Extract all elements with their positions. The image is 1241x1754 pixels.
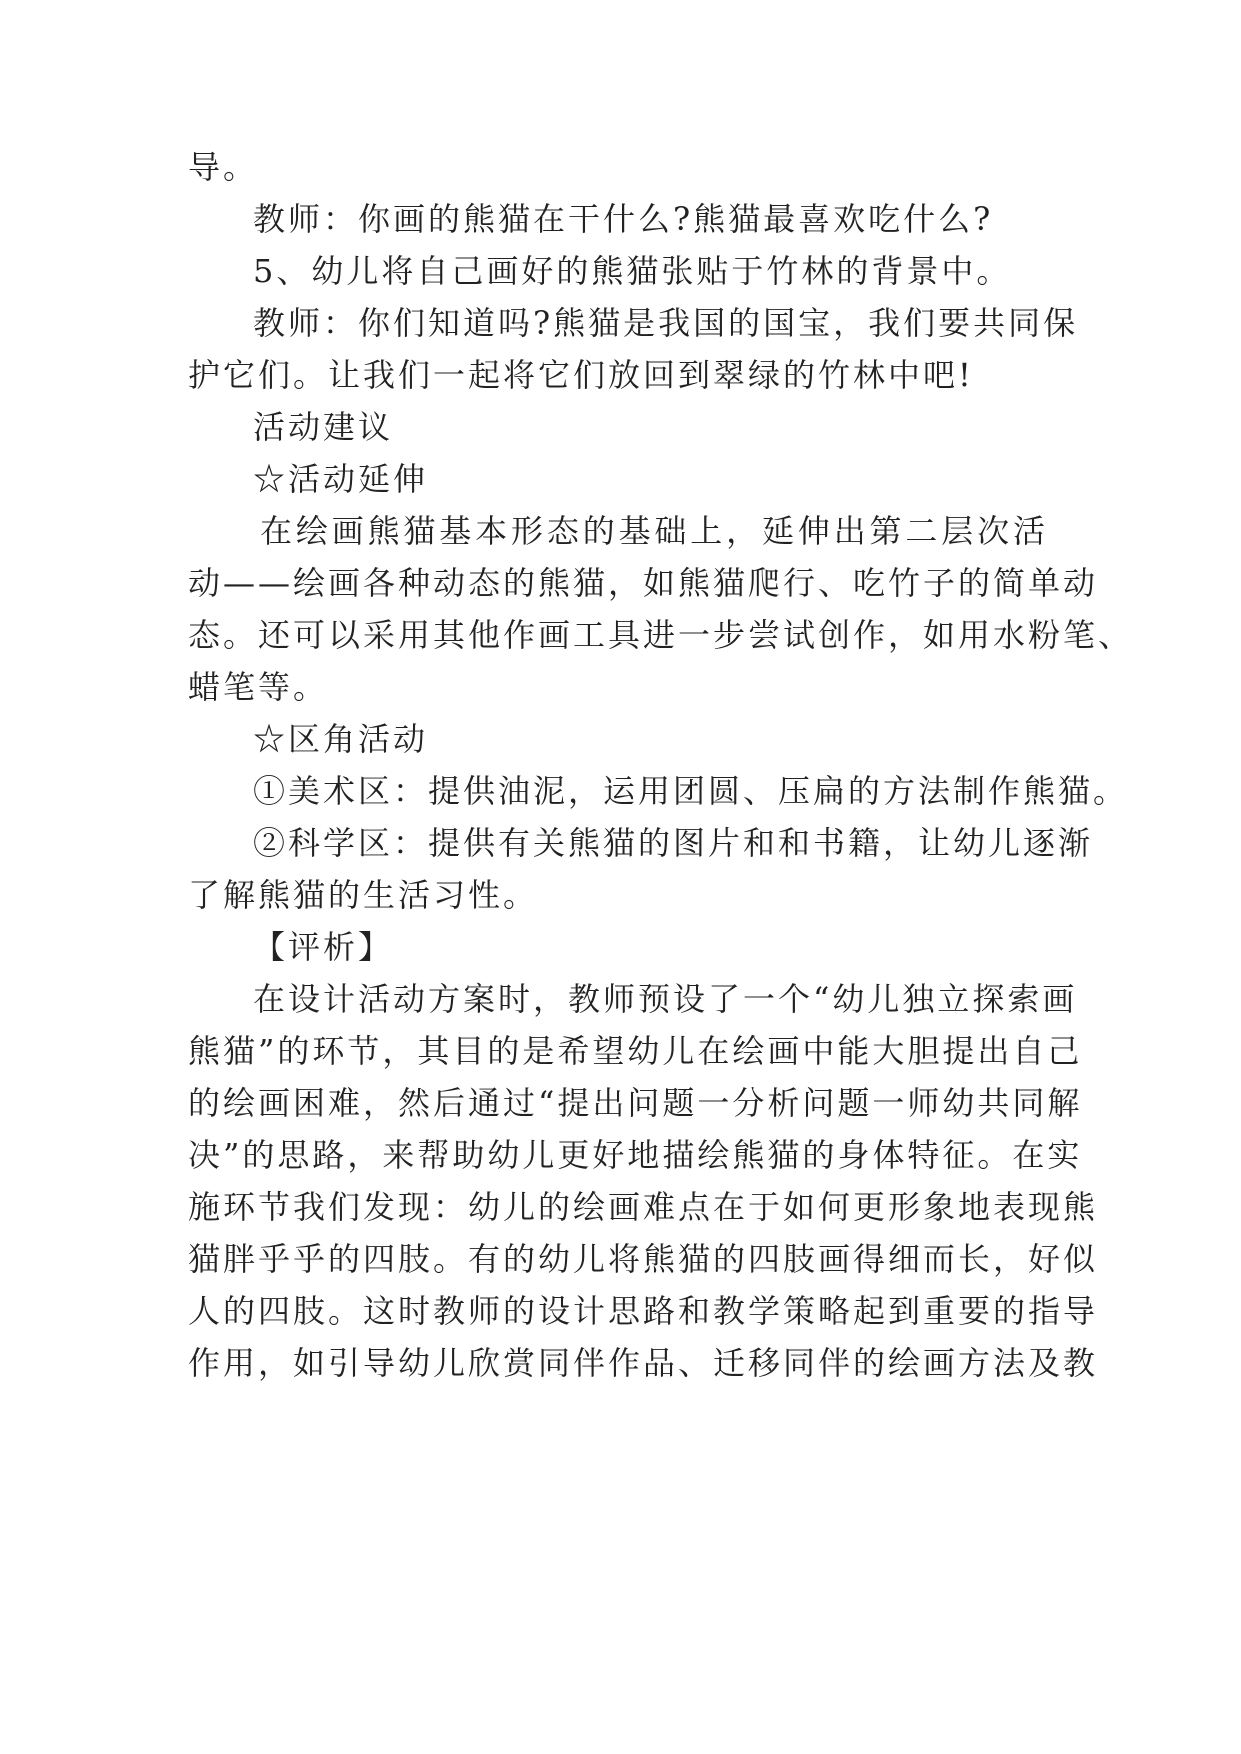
text-line: 了解熊猫的生活习性。 (188, 876, 539, 914)
text-line: ①美术区：提供油泥，运用团圆、压扁的方法制作熊猫。 (253, 772, 1129, 810)
text-line: ②科学区：提供有关熊猫的图片和和书籍，让幼儿逐渐 (253, 824, 1094, 862)
section-heading: 活动建议 (253, 408, 394, 446)
text-line: 猫胖乎乎的四肢。有的幼儿将熊猫的四肢画得细而长，好似 (188, 1240, 1099, 1278)
text-line: 教师：你们知道吗?熊猫是我国的国宝，我们要共同保 (253, 304, 1079, 342)
text-line: 施环节我们发现：幼儿的绘画难点在于如何更形象地表现熊 (188, 1188, 1099, 1226)
text-line: 在绘画熊猫基本形态的基础上，延伸出第二层次活 (260, 512, 1048, 550)
text-line: 导。 (188, 148, 259, 186)
text-line: 在设计活动方案时，教师预设了一个“幼儿独立探索画 (253, 980, 1078, 1018)
subsection-heading: ☆区角活动 (253, 720, 429, 758)
section-heading: 【评析】 (253, 928, 394, 966)
text-line: 教师：你画的熊猫在干什么?熊猫最喜欢吃什么? (253, 200, 994, 238)
subsection-heading: ☆活动延伸 (253, 460, 429, 498)
text-line: 的绘画困难，然后通过“提出问题一分析问题一师幼共同解 (188, 1084, 1083, 1122)
text-line: 作用，如引导幼儿欣赏同伴作品、迁移同伴的绘画方法及教 (188, 1344, 1099, 1382)
text-line: 动——绘画各种动态的熊猫，如熊猫爬行、吃竹子的简单动 (188, 564, 1099, 602)
text-line: 熊猫”的环节，其目的是希望幼儿在绘画中能大胆提出自己 (188, 1032, 1083, 1070)
text-line: 决”的思路，来帮助幼儿更好地描绘熊猫的身体特征。在实 (188, 1136, 1083, 1174)
text-line: 人的四肢。这时教师的设计思路和教学策略起到重要的指导 (188, 1292, 1099, 1330)
text-line: 5、幼儿将自己画好的熊猫张贴于竹林的背景中。 (253, 252, 1012, 290)
text-line: 蜡笔等。 (188, 668, 329, 706)
text-line: 态。还可以采用其他作画工具进一步尝试创作，如用水粉笔、 (188, 616, 1134, 654)
text-line: 护它们。让我们一起将它们放回到翠绿的竹林中吧! (188, 356, 974, 394)
